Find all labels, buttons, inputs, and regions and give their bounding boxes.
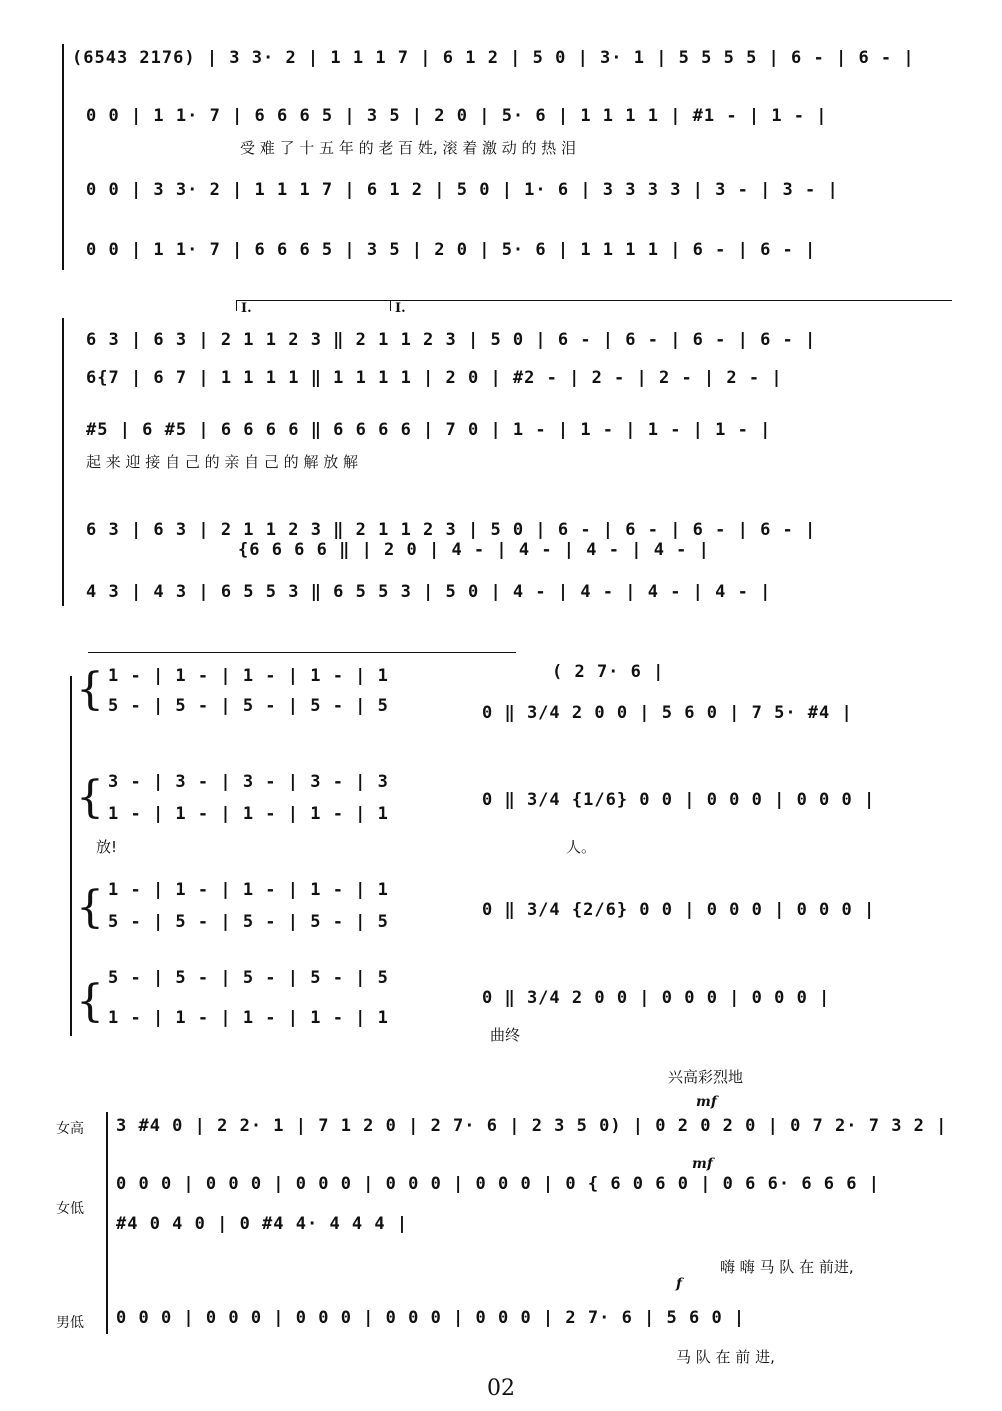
lyrics-line: 起 来 迎 接 自 己 的 亲 自 己 的 解 放 解	[86, 453, 358, 471]
staff-row: 3 #4 0 | 2 2· 1 | 7 1 2 0 | 2 7· 6 | 2 3 5 0) | 0 2 0 2 0 | 0 7 2· 7 3 2 |	[116, 1116, 948, 1136]
staff-tail: 0 ‖ 3/4 {1/6} 0 0 | 0 0 0 | 0 0 0 |	[482, 790, 876, 810]
brace: {	[76, 772, 104, 823]
lyrics-line: 嗨 嗨 马 队 在 前进,	[720, 1258, 854, 1276]
dynamic-mf: mf	[696, 1094, 717, 1110]
lyric-right: 人。	[566, 838, 597, 856]
staff-row: 6{7 | 6 7 | 1 1 1 1 ‖ 1 1 1 1 | 2 0 | #2 - | 2 - | 2 - | 2 - |	[86, 368, 783, 388]
staff-row: {6 6 6 6 ‖ | 2 0 | 4 - | 4 - | 4 - | 4 - |	[238, 540, 710, 560]
staff-row: 4 3 | 4 3 | 6 5 5 3 ‖ 6 5 5 3 | 5 0 | 4 - | 4 - | 4 - | 4 - |	[86, 582, 772, 602]
ending-mark: 曲终	[490, 1026, 521, 1044]
staff-tail: 0 ‖ 3/4 2 0 0 | 0 0 0 | 0 0 0 |	[482, 988, 831, 1008]
part-label: 女低	[56, 1201, 84, 1217]
tie-line	[88, 652, 516, 653]
lyrics-line: 受 难 了 十 五 年 的 老 百 姓, 滚 着 激 动 的 热 泪	[240, 139, 577, 157]
staff-row: 0 0 0 | 0 0 0 | 0 0 0 | 0 0 0 | 0 0 0 | 2 7· 6 | 5 6 0 |	[116, 1308, 746, 1328]
brace: {	[76, 882, 104, 933]
volta-2: I.	[390, 300, 535, 311]
staff-row: 0 0 0 | 0 0 0 | 0 0 0 | 0 0 0 | 0 0 0 | 0 { 6 0 6 0 | 0 6 6· 6 6 6 |	[116, 1174, 880, 1194]
cue-notes: ( 2 7· 6 |	[552, 662, 665, 682]
staff-row: 6 3 | 6 3 | 2 1 1 2 3 ‖ 2 1 1 2 3 | 5 0 | 6 - | 6 - | 6 - | 6 - |	[86, 330, 817, 350]
dynamic-mf: mf	[692, 1156, 713, 1172]
staff-row: 1 - | 1 - | 1 - | 1 - | 1	[108, 1008, 389, 1028]
staff-row: 0 0 | 1 1· 7 | 6 6 6 5 | 3 5 | 2 0 | 5· 6 | 1 1 1 1 | #1 - | 1 - |	[86, 106, 828, 126]
volta-1: I.	[236, 300, 381, 311]
staff-row: 6 3 | 6 3 | 2 1 1 2 3 ‖ 2 1 1 2 3 | 5 0 | 6 - | 6 - | 6 - | 6 - |	[86, 520, 817, 540]
staff-row: 0 0 | 1 1· 7 | 6 6 6 5 | 3 5 | 2 0 | 5· 6 | 1 1 1 1 | 6 - | 6 - |	[86, 240, 817, 260]
staff-row: 1 - | 1 - | 1 - | 1 - | 1	[108, 666, 389, 686]
lyrics-line: 马 队 在 前 进,	[676, 1348, 775, 1366]
dynamic-f: f	[676, 1276, 683, 1292]
staff-row: (6543 2176) | 3 3· 2 | 1 1 1 7 | 6 1 2 | 5 0 | 3· 1 | 5 5 5 5 | 6 - | 6 - |	[72, 48, 915, 68]
part-label: 男低	[56, 1315, 84, 1331]
lyric-left: 放!	[96, 838, 118, 856]
staff-row: #4 0 4 0 | 0 #4 4· 4 4 4 |	[116, 1214, 409, 1234]
staff-tail: 0 ‖ 3/4 {2/6} 0 0 | 0 0 0 | 0 0 0 |	[482, 900, 876, 920]
staff-row: 1 - | 1 - | 1 - | 1 - | 1	[108, 880, 389, 900]
brace: {	[76, 976, 104, 1027]
system-bracket	[62, 44, 64, 270]
staff-row: 1 - | 1 - | 1 - | 1 - | 1	[108, 804, 389, 824]
page-number: 02	[487, 1376, 515, 1401]
staff-row: 5 - | 5 - | 5 - | 5 - | 5	[108, 968, 389, 988]
part-label: 女高	[56, 1121, 84, 1137]
staff-row: 5 - | 5 - | 5 - | 5 - | 5	[108, 912, 389, 932]
brace: {	[76, 664, 104, 715]
tempo-heading: 兴高彩烈地	[668, 1068, 744, 1086]
staff-row: 5 - | 5 - | 5 - | 5 - | 5	[108, 696, 389, 716]
staff-row: 3 - | 3 - | 3 - | 3 - | 3	[108, 772, 389, 792]
staff-row: #5 | 6 #5 | 6 6 6 6 ‖ 6 6 6 6 | 7 0 | 1 - | 1 - | 1 - | 1 - |	[86, 420, 772, 440]
staff-tail: 0 ‖ 3/4 2 0 0 | 5 6 0 | 7 5· #4 |	[482, 703, 853, 723]
staff-row: 0 0 | 3 3· 2 | 1 1 1 7 | 6 1 2 | 5 0 | 1· 6 | 3 3 3 3 | 3 - | 3 - |	[86, 180, 839, 200]
